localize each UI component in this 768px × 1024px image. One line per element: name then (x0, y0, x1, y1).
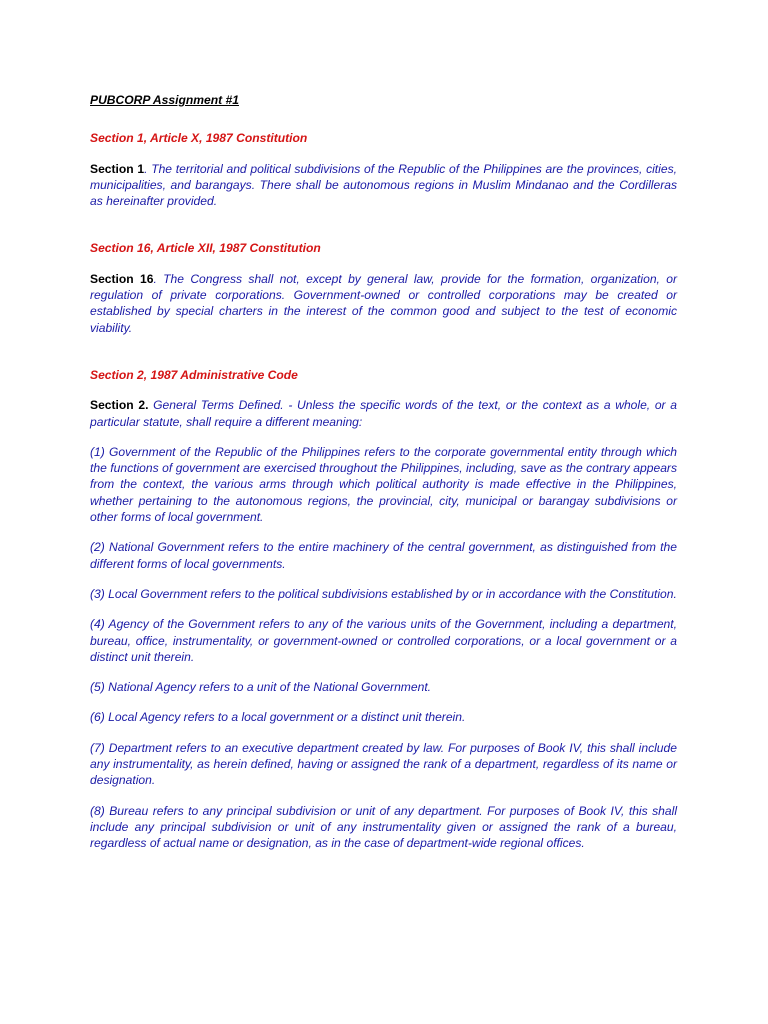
document-page (90, 92, 677, 852)
section-lead: Section 16 (90, 271, 154, 286)
section-paragraph-article-xii (90, 271, 677, 336)
definition-item: (7) Department refers to an executive department created by law. For purposes of Book IV, this shall include any instrumentality, as herein defined, having or assigned the rank of a department, regardless of its name or designation. (90, 740, 677, 788)
section-heading-admin-code: Section 2, 1987 Administrative Code (90, 367, 298, 382)
section-paragraph-article-x (90, 161, 677, 210)
definition-item: (2) National Government refers to the entire machinery of the central government, as distinguished from the different forms of local governments. (90, 540, 677, 571)
section-body: General Terms Defined. - Unless the specific words of the text, or the context as a whole, or a particular statute, shall require a different meaning: (90, 398, 677, 429)
section-paragraph-admin-code (90, 397, 677, 430)
document-title: PUBCORP Assignment #1 (90, 93, 239, 107)
definition-item: (4) Agency of the Government refers to any of the various units of the Government, including a department, bureau, office, instrumentality, or government-owned or controlled corporations, or a local government or a distinct unit therein. (90, 617, 677, 664)
section-heading-article-x: Section 1, Article X, 1987 Constitution (90, 131, 308, 146)
section-body: . The territorial and political subdivisions of the Republic of the Philippines are the provinces, cities, municipalities, and barangays. There shall be autonomous regions in Muslim Mindanao and the Cordilleras as hereinafter provided. (90, 161, 677, 209)
section-heading-article-xii: Section 16, Article XII, 1987 Constitution (90, 241, 321, 256)
definition-item: (3) Local Government refers to the political subdivisions established by or in accordance with the Constitution. (90, 586, 677, 601)
section-lead: Section 2. (90, 398, 149, 413)
definition-item: (6) Local Agency refers to a local government or a distinct unit therein. (90, 710, 466, 725)
definition-item: (5) National Agency refers to a unit of the National Government. (90, 680, 432, 695)
definition-item: (8) Bureau refers to any principal subdivision or unit of any department. For purposes of Book IV, this shall include any principal subdivision or unit of any instrumentality given or assigned the rank of a bureau, regardless of actual name or designation, as in the case of department-wide regional offices. (90, 803, 677, 851)
section-lead: Section 1 (90, 161, 145, 176)
definition-item: (1) Government of the Republic of the Philippines refers to the corporate governmental entity through which the functions of government are exercised throughout the Philippines, including, save as the contrary appears from the context, the various arms through which political authority is made effective in the Philippines, whether pertaining to the autonomous regions, the provincial, city, municipal or barangay subdivisions or other forms of local government. (90, 444, 677, 525)
section-body: . The Congress shall not, except by general law, provide for the formation, organization, or regulation of private corporations. Government-owned or controlled corporations may be created or established by special charters in the interest of the common good and subject to the test of economic viability. (90, 271, 677, 335)
